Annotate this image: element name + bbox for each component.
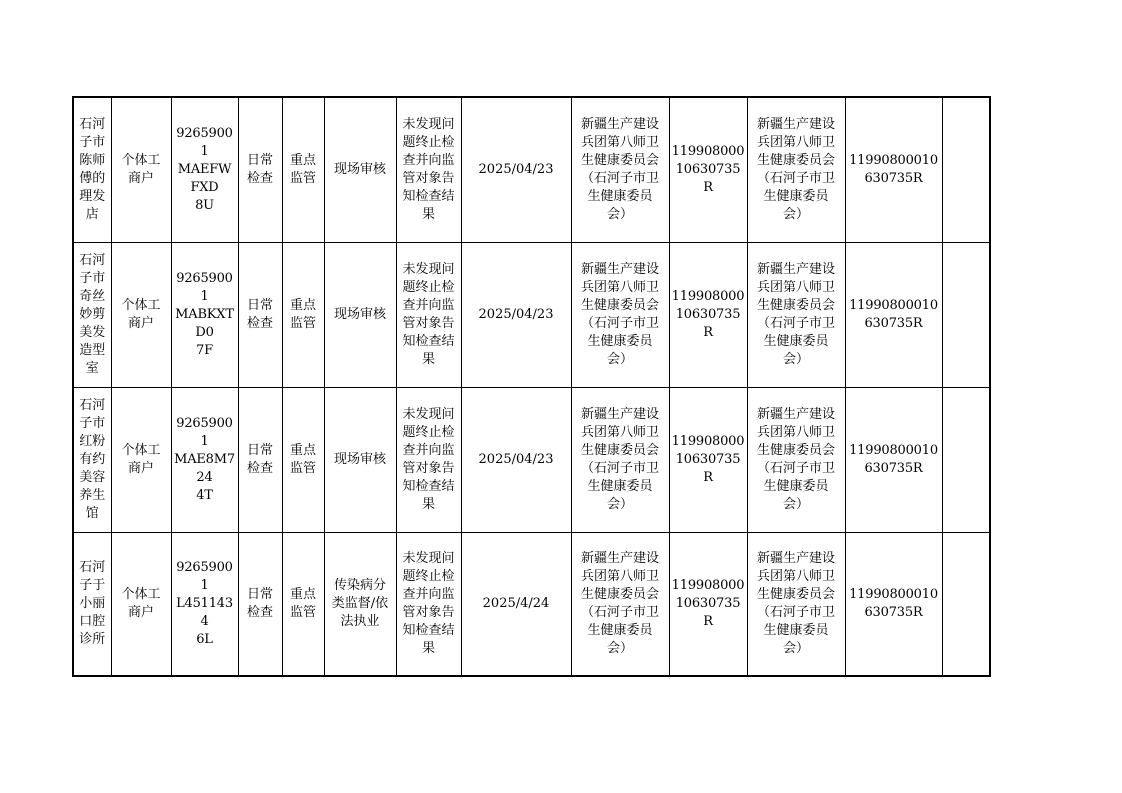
business-name-cell: 石河 子市 奇丝 妙剪 美发 造型 室 — [73, 242, 111, 387]
business-name-cell: 石河 子市 红粉 有约 美容 养生 馆 — [73, 387, 111, 532]
table-row — [73, 97, 990, 242]
agency-code-cell: 11990800010630735R — [845, 387, 942, 532]
check-date-cell: 2025/04/23 — [461, 97, 571, 242]
agency-code-cell: 11990800010630735R — [845, 97, 942, 242]
agency-cell: 新疆生产建设 兵团第八师卫 生健康委员会 （石河子市卫 生健康委员 会） — [747, 387, 845, 532]
business-type-cell: 个体工 商户 — [111, 532, 171, 676]
check-method-cell: 现场审核 — [324, 242, 396, 387]
authority-cell: 新疆生产建设 兵团第八师卫 生健康委员会 （石河子市卫 生健康委员 会） — [571, 97, 669, 242]
table-row — [73, 242, 990, 387]
table-row — [73, 532, 990, 676]
authority-cell: 新疆生产建设 兵团第八师卫 生健康委员会 （石河子市卫 生健康委员 会） — [571, 387, 669, 532]
check-date-cell: 2025/04/23 — [461, 242, 571, 387]
check-result-cell: 未发现问 题终止检 查并向监 管对象告 知检查结 果 — [396, 242, 461, 387]
credit-code-cell: 92659001 MABKXTD0 7F — [171, 242, 238, 387]
business-name-cell: 石河 子于 小丽 口腔 诊所 — [73, 532, 111, 676]
check-result-cell: 未发现问 题终止检 查并向监 管对象告 知检查结 果 — [396, 97, 461, 242]
empty-cell — [942, 387, 990, 532]
empty-cell — [942, 97, 990, 242]
check-result-cell: 未发现问 题终止检 查并向监 管对象告 知检查结 果 — [396, 387, 461, 532]
inspection-results-table — [72, 96, 991, 677]
agency-cell: 新疆生产建设 兵团第八师卫 生健康委员会 （石河子市卫 生健康委员 会） — [747, 532, 845, 676]
table-row — [73, 387, 990, 532]
check-category-cell: 日常 检查 — [238, 97, 282, 242]
authority-cell: 新疆生产建设 兵团第八师卫 生健康委员会 （石河子市卫 生健康委员 会） — [571, 242, 669, 387]
check-result-cell: 未发现问 题终止检 查并向监 管对象告 知检查结 果 — [396, 532, 461, 676]
check-category-cell: 日常 检查 — [238, 532, 282, 676]
authority-code-cell: 11990800010630735R — [669, 97, 747, 242]
authority-code-cell: 11990800010630735R — [669, 387, 747, 532]
empty-cell — [942, 532, 990, 676]
agency-code-cell: 11990800010630735R — [845, 532, 942, 676]
business-type-cell: 个体工 商户 — [111, 242, 171, 387]
agency-code-cell: 11990800010630735R — [845, 242, 942, 387]
business-type-cell: 个体工 商户 — [111, 387, 171, 532]
check-method-cell: 现场审核 — [324, 97, 396, 242]
supervision-level-cell: 重点 监管 — [282, 532, 324, 676]
table-body — [73, 97, 990, 676]
credit-code-cell: 92659001 MAEFWFXD 8U — [171, 97, 238, 242]
authority-code-cell: 11990800010630735R — [669, 242, 747, 387]
supervision-level-cell: 重点 监管 — [282, 387, 324, 532]
check-date-cell: 2025/4/24 — [461, 532, 571, 676]
business-name-cell: 石河 子市 陈师 傅的 理发 店 — [73, 97, 111, 242]
check-category-cell: 日常 检查 — [238, 387, 282, 532]
authority-cell: 新疆生产建设 兵团第八师卫 生健康委员会 （石河子市卫 生健康委员 会） — [571, 532, 669, 676]
check-category-cell: 日常 检查 — [238, 242, 282, 387]
agency-cell: 新疆生产建设 兵团第八师卫 生健康委员会 （石河子市卫 生健康委员 会） — [747, 97, 845, 242]
authority-code-cell: 11990800010630735R — [669, 532, 747, 676]
credit-code-cell: 92659001 L4511434 6L — [171, 532, 238, 676]
business-type-cell: 个体工 商户 — [111, 97, 171, 242]
agency-cell: 新疆生产建设 兵团第八师卫 生健康委员会 （石河子市卫 生健康委员 会） — [747, 242, 845, 387]
credit-code-cell: 92659001 MAE8M724 4T — [171, 387, 238, 532]
supervision-level-cell: 重点 监管 — [282, 242, 324, 387]
empty-cell — [942, 242, 990, 387]
supervision-level-cell: 重点 监管 — [282, 97, 324, 242]
check-method-cell: 传染病分 类监督/依 法执业 — [324, 532, 396, 676]
check-date-cell: 2025/04/23 — [461, 387, 571, 532]
check-method-cell: 现场审核 — [324, 387, 396, 532]
